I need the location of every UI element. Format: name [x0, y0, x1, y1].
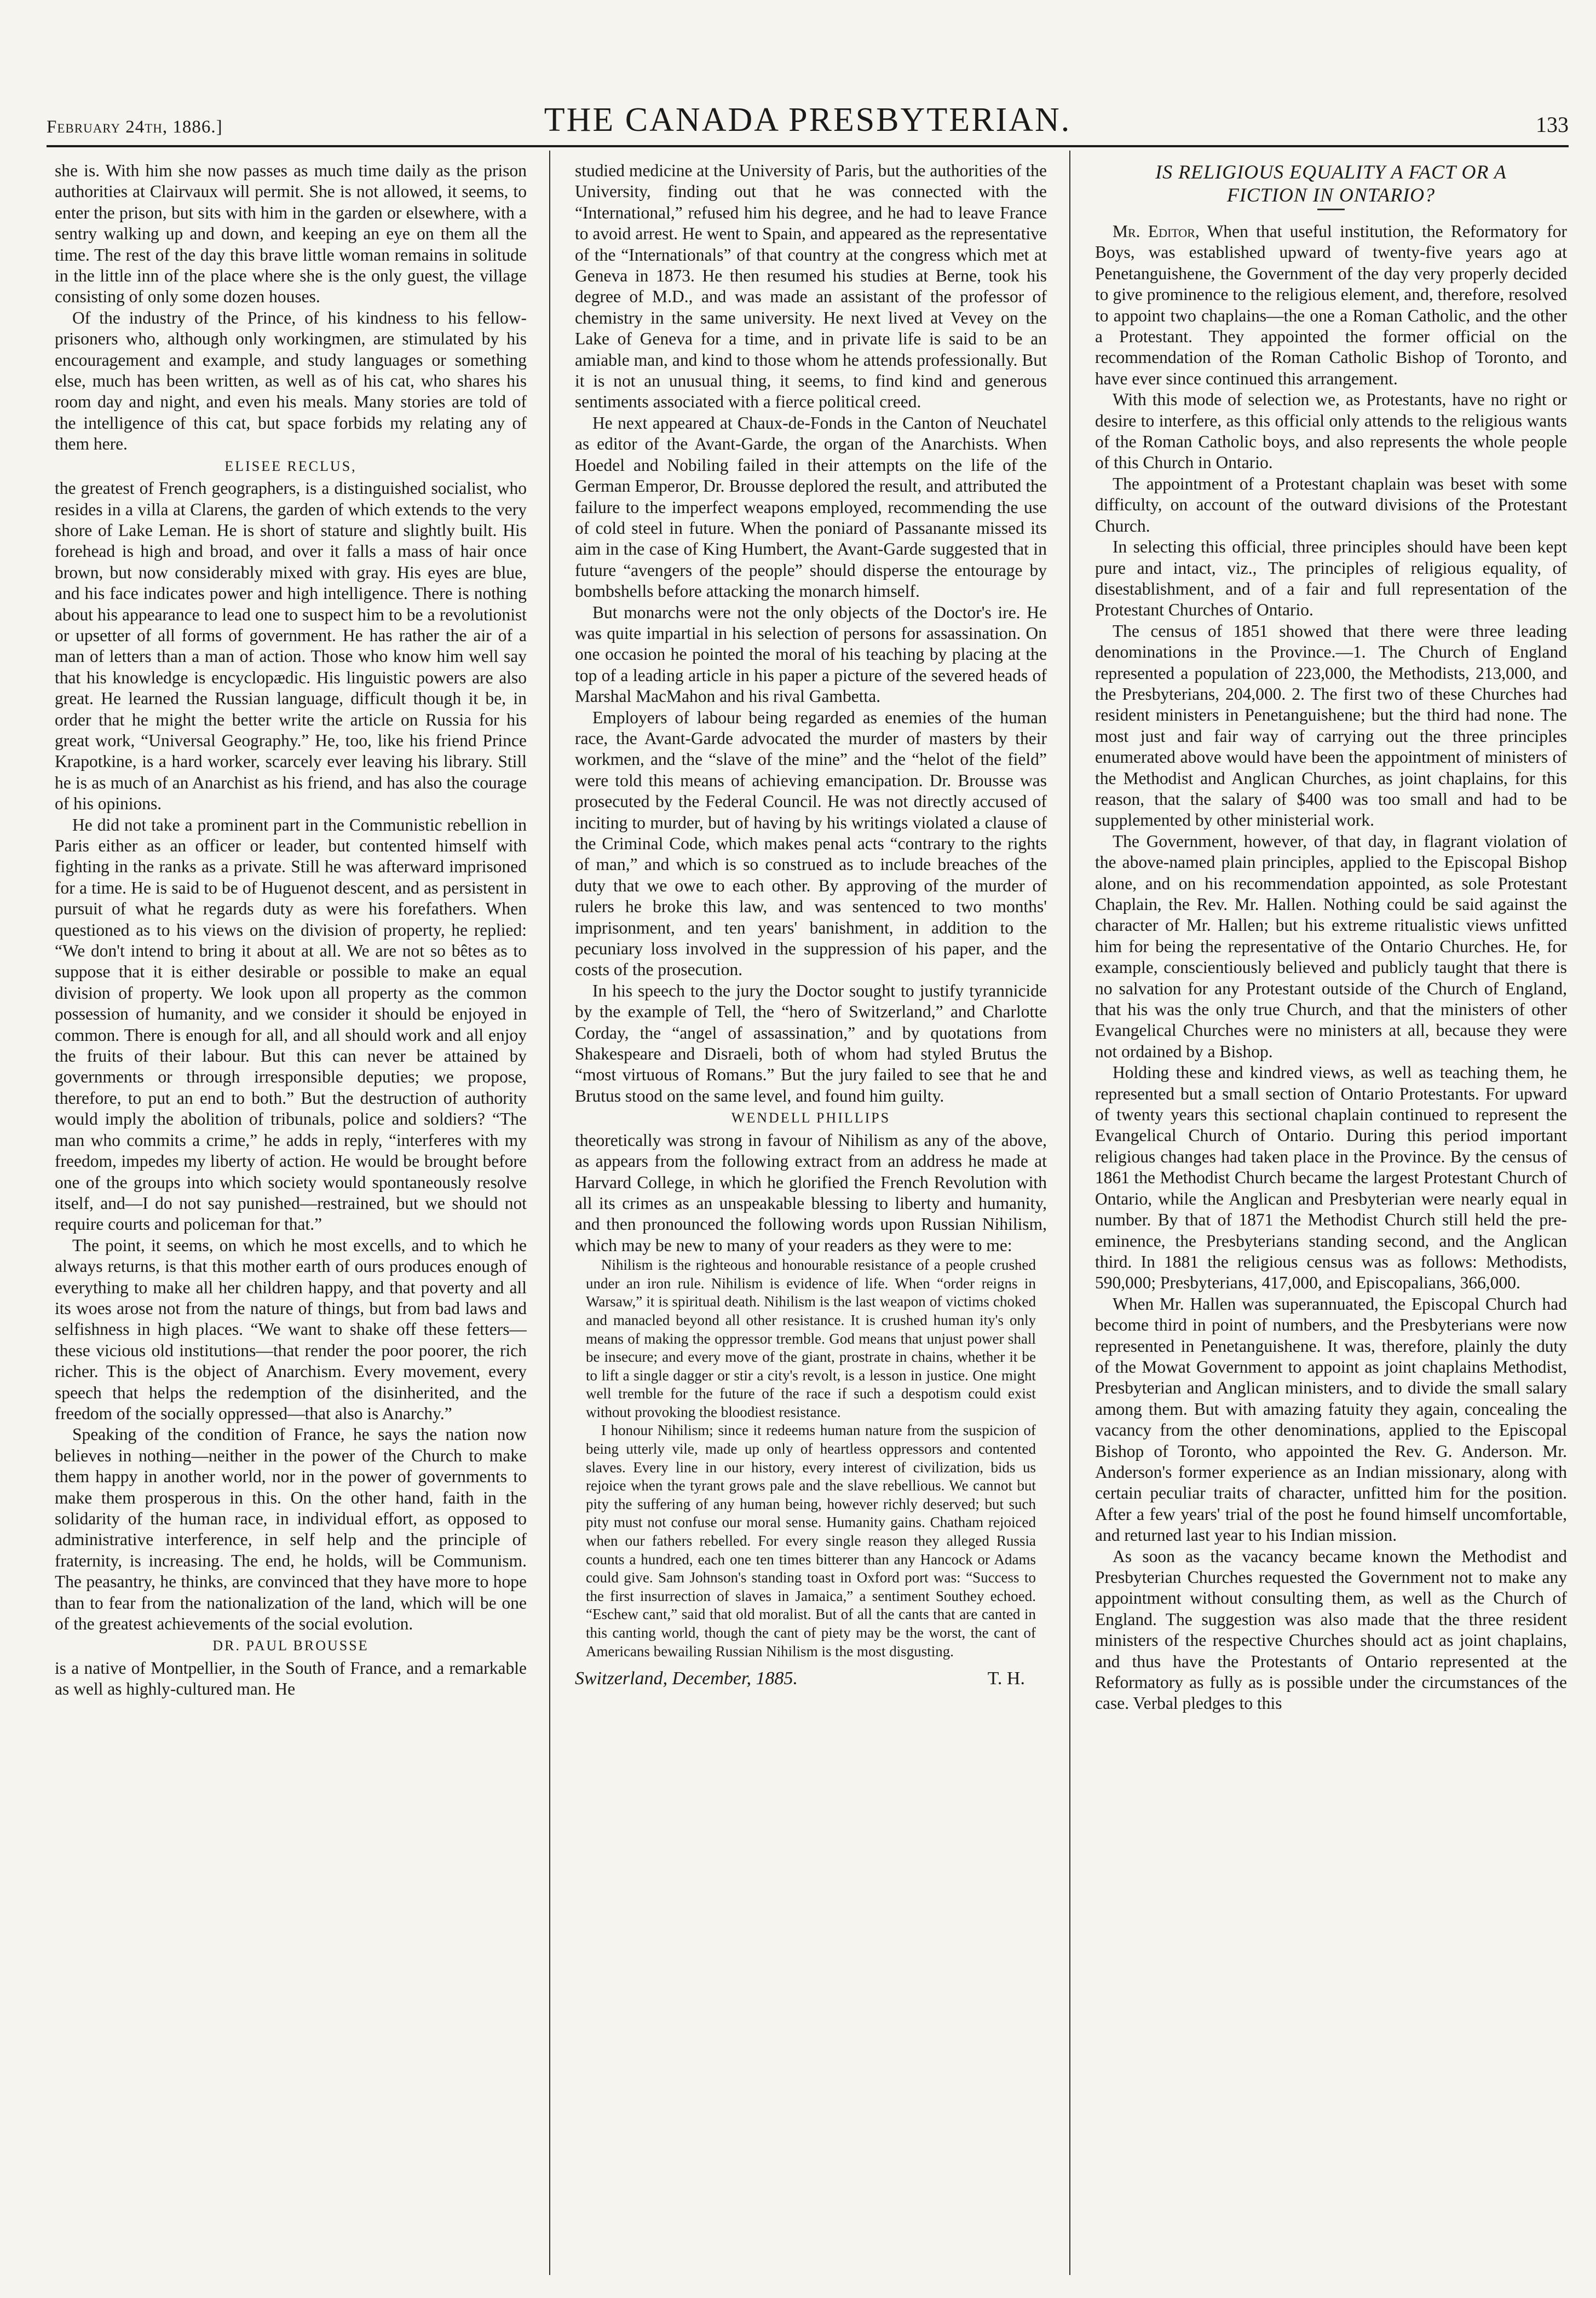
paragraph: As soon as the vacancy became known the Methodist and Presbyterian Churches requested the Government not to make any appointment without consulting them, as well as the Church of England. The suggestion was also made that the three resident ministers of the respective Churches should act as joint chaplains, and thus have the Protestants of Ontario represented at the Reformatory as fully as is possible under the circumstances of the case. Verbal pledges to this	[1095, 1546, 1567, 1713]
paragraph: But monarchs were not the only objects of the Doctor's ire. He was quite impartial in his selection of persons for assassination. On one occasion he pointed the moral of his teaching by placing at the top of a leading article in his paper a picture of the severed heads of Marshal MacMahon and his rival Gambetta.	[575, 602, 1047, 706]
paragraph: He next appeared at Chaux-de-Fonds in the Canton of Neuchatel as editor of the Avant-Garde, the organ of the Anarchists. When Hoedel and Nobiling failed in their attempts on the life of the German Emperor, Dr. Brousse deplored the result, and attributed the failure to the imperfect weapons employed, recommending the use of cold steel in future. When the poniard of Passanante missed its aim in the case of King Humbert, the Avant-Garde suggested that in future “avengers of the people” should disperse the entourage by bombshells before attacking the monarch himself.	[575, 413, 1047, 601]
article-title-line: IS RELIGIOUS EQUALITY A FACT OR A	[1155, 161, 1507, 183]
paragraph: In his speech to the jury the Doctor sought to justify tyrannicide by the example of Tell, the “hero of Switzerland,” and Charlotte Corday, the “angel of assassination,” and by quotations from Shakespeare and Disraeli, both of whom had styled Brutus the “most virtuous of Romans.” But the jury failed to see that he and Brutus stood on the same level, and found him guilty.	[575, 981, 1047, 1105]
salutation: Mr. Editor,	[1113, 222, 1200, 241]
quote-paragraph: I honour Nihilism; since it redeems human nature from the suspicion of being utterly vile, made up only of heartless oppressors and contented slaves. Every line in our history, every interest of civilization, bids us rejoice when the tyrant grows pale and the slave rebellious. We cannot but pity the suffering of any human being, however richly deserved; but such pity must not confuse our moral sense. Humanity gains. Chatham rejoiced when our fathers rebelled. For every single reason they alleged Russia counts a hundred, each one ten times bitterer than any Hancock or Adams could give. Sam Johnson's standing toast in Oxford port was: “Success to the first insurrection of slaves in Jamaica,” a sentiment Southey echoed. “Eschew cant,” said that old moralist. But of all the cants that are canted in this canting world, though the cant of piety may be the worst, the cant of Americans bewailing Russian Nihilism is the most disgusting.	[586, 1422, 1036, 1660]
block-quote	[575, 1256, 1047, 1661]
paragraph: is a native of Montpellier, in the South of France, and a remarkable as well as highly-cultured man. He	[55, 1658, 527, 1699]
header-rule	[47, 145, 1569, 147]
paragraph: Holding these and kindred views, as well as teaching them, he represented but a small section of Ontario Protestants. For upward of twenty years this sectional chaplain continued to represent the Evangelical Church of Ontario. During this period important religious changes had taken place in the Province. By the census of 1861 the Methodist Church became the largest Protestant Church of Ontario, while the Anglican and Presbyterian were nearly equal in number. By that of 1871 the Methodist Church still held the pre-eminence, the Presbyterians standing second, and the Anglican third. In 1881 the religious census was as follows: Methodists, 590,000; Presbyterians, 417,000, and Episcopalians, 366,000.	[1095, 1063, 1567, 1293]
newspaper-page	[47, 96, 1569, 2278]
article-title-line: FICTION IN ONTARIO?	[1226, 184, 1436, 206]
column-1	[55, 160, 527, 2274]
masthead-title: THE CANADA PRESBYTERIAN.	[544, 101, 1071, 139]
paragraph: the greatest of French geographers, is a distinguished socialist, who resides in a villa at Clarens, the garden of which extends to the very shore of Lake Leman. He is short of stature and slightly built. His forehead is high and broad, and over it falls a mass of hair once brown, but now considerably mixed with gray. His eyes are blue, and his face indicates power and high intelligence. There is nothing about his appearance to lead one to suspect him to be a revolutionist or upsetter of all forms of government. He has rather the air of a man of letters than a man of action. Those who know him well say that his knowledge is encyclopædic. His linguistic powers are also great. He learned the Russian language, difficult though it be, in order that he might the better write the article on Russia for his great work, “Universal Geography.” He, too, like his friend Prince Krapotkine, is a hard worker, scarcely ever leaving his library. Still he is as much of an Anarchist as his friend, and has also the courage of his opinions.	[55, 479, 527, 814]
paragraph: The Government, however, of that day, in flagrant violation of the above-named plain principles, applied to the Episcopal Bishop alone, and on his recommendation appointed, as sole Protestant Chaplain, the Rev. Mr. Hallen. Nothing could be said against the character of Mr. Hallen; but his extreme ritualistic views unfitted him for being the representative of the Ontario Churches. He, for example, conscientiously believed and publicly taught that there is no salvation for any Protestant outside of the Church of England, that his was the only true Church, and that the ministers of other Evangelical Churches were no ministers at all, because they were not ordained by a Bishop.	[1095, 831, 1567, 1061]
article-title	[1095, 160, 1567, 210]
paragraph: In selecting this official, three principles should have been kept pure and intact, viz., The principles of religious equality, of disestablishment, and of a fair and full representation of the Protestant Churches of Ontario.	[1095, 537, 1567, 620]
paragraph: The appointment of a Protestant chaplain was beset with some difficulty, on account of the outward divisions of the Protestant Church.	[1095, 474, 1567, 535]
section-subhead: ELISEE RECLUS,	[224, 458, 357, 474]
signature-initials: T. H.	[987, 1668, 1025, 1689]
title-rule	[1317, 209, 1345, 210]
paragraph: Employers of labour being regarded as enemies of the human race, the Avant-Garde advocated the murder of masters by their workmen, and the “slave of the mine” and the “helot of the field” were told this means of achieving emancipation. Dr. Brousse was prosecuted by the Federal Council. He was not directly accused of inciting to murder, but of having by his writings violated a clause of the Criminal Code, which makes penal acts “contrary to the rights of man,” and which is so construed as to include breaches of the duty that we owe to each other. By approving of the murder of rulers he broke this law, and was sentenced to two months' imprisonment, and ten years' banishment, in addition to the pecuniary loss involved in the suppression of his paper, and the costs of the prosecution.	[575, 707, 1047, 980]
paragraph: studied medicine at the University of Paris, but the authorities of the University, finding out that he was connected with the “International,” refused him his degree, and he had to leave France to avoid arrest. He went to Spain, and appeared as the representative of the “Internationals” of that country at the congress which met at Geneva in 1873. He then resumed his studies at Berne, took his degree of M.D., and was made an assistant of the professor of chemistry in the same university. He next lived at Vevey on the Lake of Geneva for a time, and in private life is said to be an amiable man, and kind to those whom he attends professionally. But it is not an unusual thing, it seems, to find kind and generous sentiments associated with a fierce political creed.	[575, 161, 1047, 412]
paragraph: she is. With him she now passes as much time daily as the prison authorities at Clairvaux will permit. She is not allowed, it seems, to enter the prison, but sits with him in the garden or elsewhere, with a sentry walking up and down, and keeping an eye on them all the time. The rest of the day this brave little woman remains in solitude in the little inn of the place where she is the only guest, the village consisting of only some dozen houses.	[55, 161, 527, 307]
column-3	[1095, 160, 1567, 2274]
quote-paragraph: Nihilism is the righteous and honourable resistance of a people crushed under an iron rule. Nihilism is evidence of life. When “order reigns in Warsaw,” it is spiritual death. Nihilism is the last weapon of victims choked and manacled beyond all other resistance. It is crushed human ity's only means of making the oppressor tremble. God means that unjust power shall be insecure; and every move of the giant, prostrate in chains, whether it be to lift a single dagger or stir a city's revolt, is a lesson in justice. One might well tremble for the future of the race if such a despotism could exist without provoking the bloodiest resistance.	[586, 1257, 1036, 1420]
paragraph: theoretically was strong in favour of Nihilism as any of the above, as appears from the following extract from an address he made at Harvard College, in which he glorified the French Revolution with all its crimes as an unspeakable blessing to liberty and humanity, and then pronounced the following words upon Russian Nihilism, which may be new to many of your readers as they were to me:	[575, 1130, 1047, 1255]
page-header	[47, 96, 1569, 140]
paragraph: The census of 1851 showed that there were three leading denominations in the Province.—1. The Church of England represented a population of 223,000, the Methodists, 213,000, and the Presbyterians, 204,000. 2. The first two of these Churches had resident ministers in Penetanguishene; but the third had none. The most just and fair way of carrying out the three principles enumerated above would have been the appointment of ministers of the Methodist and Anglican Churches, as joint chaplains, for this reason, that the salary of $400 was too small and had to be supplemented by other ministerial work.	[1095, 621, 1567, 830]
paragraph: When that useful institution, the Reformatory for Boys, was established upward of twenty-five years ago at Penetanguishene, the Government of the day very properly decided to give prominence to the religious element, and, therefore, resolved to appoint two chaplains—the one a Roman Catholic, and the other a Protestant. They appointed the former official on the recommendation of the Roman Catholic Bishop of Toronto, and have ever since continued this arrangement.	[1095, 222, 1567, 388]
paragraph: With this mode of selection we, as Protestants, have no right or desire to interfere, as this official only attends to the religious wants of the Roman Catholic boys, and also represents the whole people of this Church in Ontario.	[1095, 390, 1567, 473]
section-subhead: DR. PAUL BROUSSE	[212, 1638, 369, 1654]
paragraph: When Mr. Hallen was superannuated, the Episcopal Church had become third in point of numbers, and the Presbyterians were now represented in Penetanguishene. It was, therefore, plainly the duty of the Mowat Government to appoint as joint chaplains Methodist, Presbyterian and Anglican ministers, and to divide the small salary among them. But with amazing fatuity they again, concealing the vacancy from the other denominations, applied to the Episcopal Bishop of Toronto, who appointed the Rev. G. Anderson. Mr. Anderson's former experience as an Indian missionary, along with certain peculiar traits of character, unfitted him for the position. After a few years' trial of the post he found himself uncomfortable, and returned last year to his Indian mission.	[1095, 1294, 1567, 1545]
page-number: 133	[1536, 112, 1569, 137]
paragraph: The point, it seems, on which he most excells, and to which he always returns, is that this mother earth of ours produces enough of everything to make all her children happy, and that poverty and all its woes arose not from the nature of things, but from bad laws and selfishness in high places. “We want to shake off these fetters—these vicious old institutions—that render the poor poorer, the rich richer. This is the object of Anarchism. Every movement, every speech that helps the redemption of the disinherited, and the freedom of the socially oppressed—that also is Anarchy.”	[55, 1235, 527, 1423]
signature-place-date: Switzerland, December, 1885.	[575, 1668, 798, 1689]
paragraph: He did not take a prominent part in the Communistic rebellion in Paris either as an officer or leader, but contented himself with fighting in the ranks as a private. Still he was afterward imprisoned for a time. He is said to be of Huguenot descent, and as persistent in pursuit of what he regards duty as were his forefathers. When questioned as to his views on the division of property, he replied: “We don't intend to bring it about at all. We are not so bêtes as to suppose that it is either desirable or possible to make an equal division of property. We look upon all property as the common possession of humanity, and we consider it should be enjoyed in common. There is enough for all, and all should work and all enjoy the fruits of their labour. But this can never be attained by governments or through irresponsible deputies; we propose, therefore, to put an end to both.” But the destruction of authority would imply the abolition of tribunals, police and soldiers? “The man who commits a crime,” he adds in reply, “interferes with my freedom, impedes my liberty of action. He would be brought before one of the groups into which society would spontaneously resolve itself, and—I do not say punished—restrained, but we should not require courts and policeman for that.”	[55, 815, 527, 1234]
column-2	[575, 160, 1047, 2274]
paragraph: Of the industry of the Prince, of his kindness to his fellow-prisoners who, although only workingmen, are stimulated by his encouragement and example, and study languages or something else, much has been written, as well as of his cat, who shares his room day and night, and even his meals. Many stories are told of the intelligence of this cat, but space forbids my relating any of them here.	[55, 308, 527, 454]
signature-line	[575, 1668, 1047, 1689]
paragraph: Speaking of the condition of France, he says the nation now believes in nothing—neither in the power of the Church to make them happy in another world, nor in the power of governments to make them prosperous in this. On the other hand, faith in the solidarity of the human race, in individual effort, as opposed to administrative interference, in self help and the principle of fraternity, is increasing. The end, he holds, will be Communism. The peasantry, he thinks, are convinced that they have more to hope than to fear from the nationalization of the land, which will be one of the greatest achievements of the social evolution.	[55, 1425, 527, 1634]
issue-date: February 24th, 1886.]	[47, 117, 223, 137]
column-divider	[1069, 151, 1070, 2275]
section-subhead: WENDELL PHILLIPS	[731, 1110, 891, 1126]
column-divider	[549, 151, 550, 2275]
